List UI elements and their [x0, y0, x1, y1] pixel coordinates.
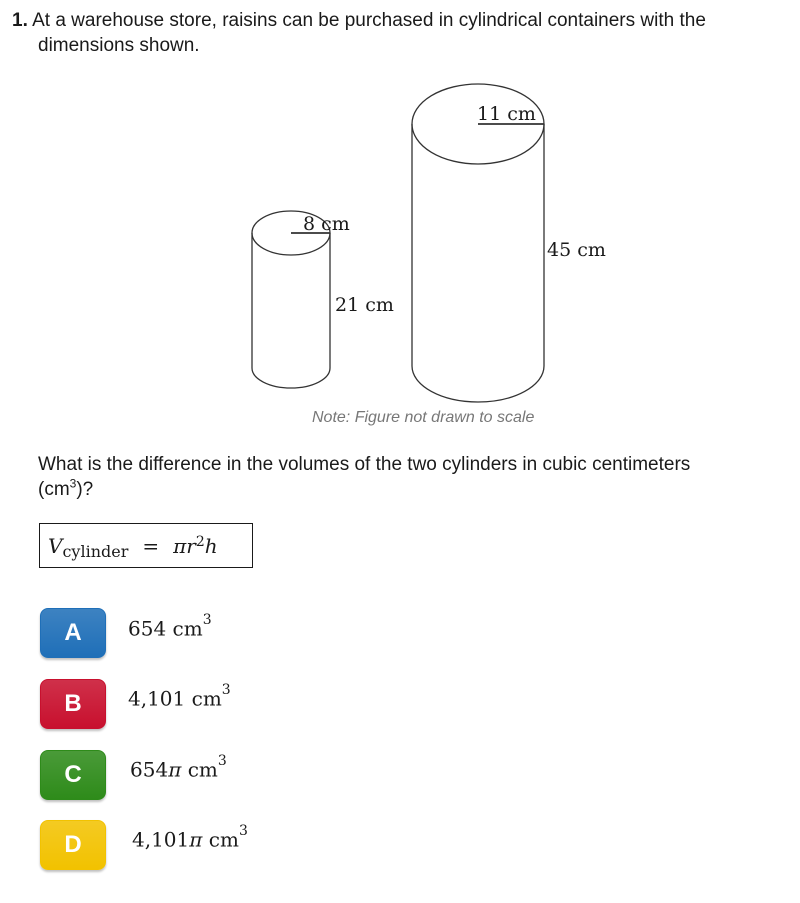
choice-b-exp: 3: [221, 682, 231, 698]
choice-b-number: 4,101: [128, 686, 186, 711]
figure-note: Note: Figure not drawn to scale: [312, 409, 535, 426]
choice-a-exp: 3: [202, 612, 212, 628]
small-height-label: 21 cm: [335, 294, 394, 316]
choice-a-button[interactable]: [40, 608, 106, 658]
choice-d-letter: D: [64, 831, 82, 858]
formula-r: r: [186, 533, 196, 558]
choice-c-button[interactable]: [40, 750, 106, 800]
question-number: 1.: [12, 10, 28, 31]
formula-equals: =: [142, 533, 160, 558]
prompt-unit-open: (cm: [38, 479, 70, 500]
choice-c-number: 654: [130, 757, 169, 782]
choice-d-pi: π: [189, 827, 203, 852]
choice-d-text[interactable]: [132, 823, 248, 852]
prompt-text: [38, 452, 778, 502]
formula-h: h: [204, 533, 218, 558]
choice-c-exp: 3: [217, 753, 227, 769]
choice-d-exp: 3: [238, 823, 248, 839]
large-cylinder: [412, 84, 544, 402]
cylinders-figure: [0, 0, 800, 440]
prompt-line: What is the difference in the volumes of the two cylinders in cubic centimeters: [38, 454, 691, 475]
question-line-2: dimensions shown.: [38, 35, 200, 56]
formula-exp: 2: [195, 533, 205, 550]
choice-a-letter: A: [64, 619, 82, 646]
choice-b-button[interactable]: [40, 679, 106, 729]
choice-b-letter: B: [64, 690, 82, 717]
large-height-label: 45 cm: [547, 239, 606, 261]
choice-a-text[interactable]: [128, 612, 212, 641]
choice-d-button[interactable]: [40, 820, 106, 870]
formula-pi: π: [173, 533, 187, 558]
prompt-unit-exp: 3: [69, 476, 77, 491]
large-radius-label: 11 cm: [477, 103, 536, 125]
choice-c-letter: C: [64, 761, 82, 788]
choice-c-pi: π: [168, 757, 182, 782]
choice-b-text[interactable]: [128, 682, 231, 711]
small-cylinder: [252, 211, 330, 388]
choice-d-number: 4,101: [132, 827, 190, 852]
formula-var: V: [48, 533, 63, 558]
prompt-unit-close: )?: [76, 479, 94, 500]
choice-c-text[interactable]: [130, 753, 227, 782]
question-line-1: At a warehouse store, raisins can be purchased in cylindrical containers with the: [32, 10, 706, 31]
choice-a-number: 654: [128, 616, 167, 641]
question-text: [12, 8, 792, 58]
choice-b-unit: cm: [191, 686, 222, 711]
small-radius-label: 8 cm: [303, 213, 350, 235]
choice-d-unit: cm: [208, 827, 239, 852]
volume-formula-box: [39, 523, 253, 568]
choice-c-unit: cm: [187, 757, 218, 782]
choice-a-unit: cm: [172, 616, 203, 641]
formula-subscript: cylinder: [62, 542, 129, 561]
